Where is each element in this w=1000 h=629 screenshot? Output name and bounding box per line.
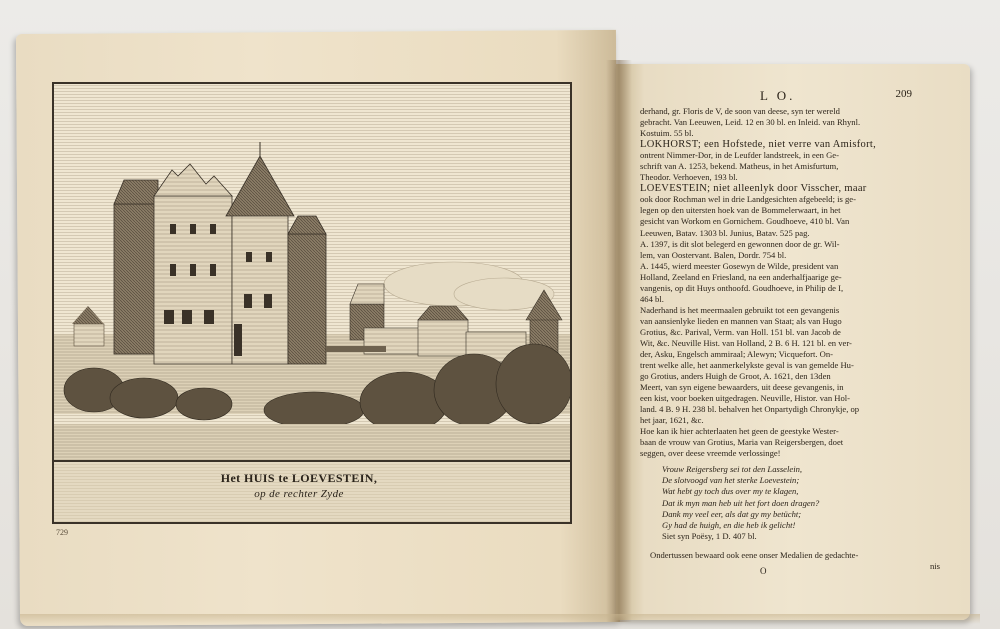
castle-engraving [54, 84, 570, 460]
body-text [640, 106, 930, 460]
book-gutter [606, 60, 632, 622]
text-line: schrift van A. 1253, bekend. Matheus, in het Amisfurtum, [640, 161, 839, 172]
text-line: Holland, Zeeland en Friesland, na een anderhalfjaarige ge- [640, 271, 842, 282]
text-line: ontrent Nimmer-Dor, in de Leufder landstreek, in een Ge- [640, 150, 839, 161]
text-line: lem, van Oostervant. Balen, Dordr. 754 bl. [640, 249, 787, 260]
engraving-caption [194, 470, 404, 508]
text-line: vangenis, op dit Huys onthoofd. Goudhoeve, in Philip de I, [640, 282, 844, 293]
poem-line: Wat hebt gy toch dus over my te klagen, [662, 486, 799, 497]
footer-text [650, 550, 940, 572]
text-line: Wit, &c. Neuville Hist. van Holland, 2 B. 6 H. 121 bl. en ver- [640, 337, 852, 348]
text-line: van aansienlyke lieden en mannen van Staat; als van Hugo [640, 315, 842, 326]
text-line: der, Asku, Engelsch ammiraal; Alewyn; Vicquefort. On- [640, 349, 834, 360]
text-line: Theodor. Verhoeven, 193 bl. [640, 172, 738, 183]
text-line: Leeuwen, Batav. 1303 bl. Junius, Batav. 525 pag. [640, 227, 810, 238]
text-line: ook door Rochman wel in drie Landgesichten afgebeeld; is ge- [640, 194, 856, 205]
headword-lokhorst: LOKHORST; een Hofstede, niet verre van Amisfort, [640, 139, 877, 151]
text-line: gesicht van Workom en Gornichem. Goudhoeve, 410 bl. Van [640, 216, 850, 227]
text-line: het jaar, 1621, &c. [640, 415, 704, 426]
text-line: Meert, van syn eigene bewaarders, uit deese gevangenis, in [640, 382, 844, 393]
caption-panel [54, 460, 570, 522]
text-line: Naderhand is het meermaalen gebruikt tot een gevangenis [640, 304, 840, 315]
plate-number: 729 [56, 528, 68, 537]
page-header [640, 88, 940, 104]
text-line: Kostuim. 55 bl. [640, 128, 694, 139]
text-line: A. 1397, is dit slot belegerd en gewonnen door de gr. Wil- [640, 238, 840, 249]
poem-source: Siet syn Poësy, 1 D. 407 bl. [662, 531, 757, 542]
text-line: Grotius, &c. Parival, Verm. van Holl. 151 bl. van Jacob de [640, 326, 841, 337]
text-line: 464 bl. [640, 293, 664, 304]
text-line: een kist, voor boeken uitgedragen. Neuville, Histor. van Hol- [640, 393, 851, 404]
catchword: O [760, 566, 767, 576]
poem-line: Gy had de huigh, en die heb ik gelicht! [662, 520, 796, 531]
text-line: baan de vrouw van Grotius, Maria van Reigersbergen, doet [640, 437, 844, 448]
text-line: gebracht. Van Leeuwen, Leid. 12 en 30 bl. en Inleid. van Rhynl. [640, 117, 861, 128]
page-edge [20, 614, 980, 624]
caption-line-1: Het HUIS te LOEVESTEIN, [220, 471, 378, 485]
text-line: land. 4 B. 9 H. 238 bl. behalven het Onpartydigh Chronykje, op [640, 404, 860, 415]
footer-line-1: Ondertussen bewaard ook eene onser Medalien de gedachte- [650, 550, 859, 560]
text-line: go Grotius, anders Huigh de Groot, A. 1621, den 13den [640, 371, 831, 382]
poem-line: Vrouw Reigersberg sei tot den Lasselein, [662, 464, 803, 474]
engraving-plate [52, 82, 572, 524]
footer-line-2: nis [929, 561, 940, 571]
text-line: A. 1445, wierd meester Gosewyn de Wilde, president van [640, 260, 839, 271]
text-line: Hoe kan ik hier achterlaaten het geen de geestyke Wester- [640, 426, 839, 437]
text-line: trent welke alle, het aanmerkelykste geval is van gemelde Hu- [640, 360, 854, 371]
poem-line: Dank my veel eer, als dat gy my betücht; [662, 508, 802, 519]
running-head: L O. [760, 88, 796, 103]
page-number: 209 [895, 88, 912, 100]
poem-line: De slotvoogd van het sterke Loevestein; [662, 475, 800, 486]
poem-line: Dat ik myn man heb uit het fort doen dragen? [662, 497, 820, 508]
text-line: legen op den uitersten hoek van de Bommelerwaart, in het [640, 205, 841, 216]
poem-block [662, 464, 902, 542]
text-line: derhand, gr. Floris de V, de soon van deese, syn ter wereld [640, 106, 840, 116]
caption-line-2: op de rechter Zyde [254, 488, 344, 500]
headword-loevestein: LOEVESTEIN; niet alleenlyk door Visscher, maar [640, 183, 867, 195]
text-line: seggen, over deese vreemde verlossinge! [640, 448, 781, 459]
